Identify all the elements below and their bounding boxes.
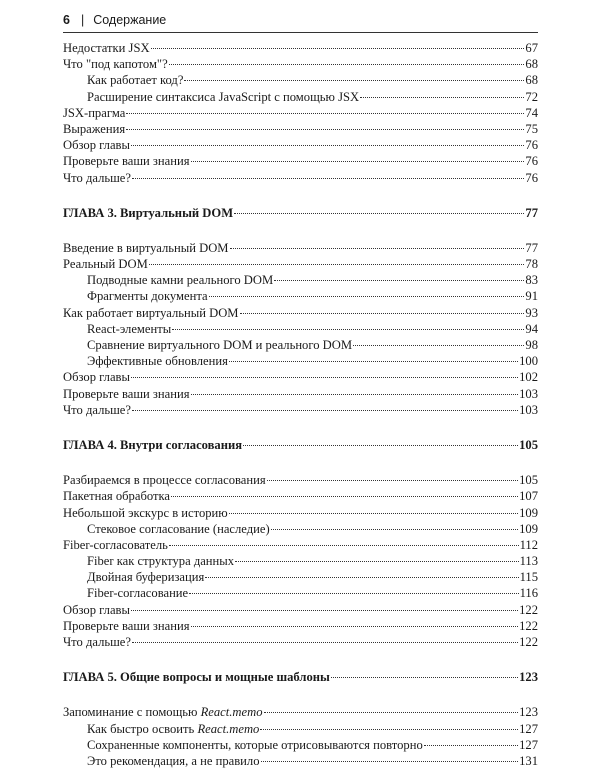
chapter-heading[interactable] — [63, 437, 538, 453]
dot-leader — [149, 263, 525, 265]
dot-leader — [264, 711, 519, 713]
header-separator: | — [80, 13, 85, 27]
toc-page-number: 109 — [519, 505, 538, 520]
toc-page-number: 102 — [519, 370, 538, 385]
toc-page-number: 76 — [525, 138, 538, 153]
toc-subentry[interactable] — [63, 721, 538, 737]
toc-page-number: 103 — [519, 386, 538, 401]
toc-entry-label: Разбираемся в процессе согласования — [63, 473, 266, 488]
toc-subentry[interactable] — [63, 72, 538, 88]
toc-subentry[interactable] — [63, 272, 538, 288]
dot-leader — [235, 560, 519, 562]
dot-leader — [234, 212, 524, 214]
dot-leader — [240, 312, 525, 314]
toc-page-number: 78 — [525, 257, 538, 272]
toc-subentry[interactable] — [63, 753, 538, 769]
toc-entry[interactable] — [63, 704, 538, 720]
toc-entry-label: Что дальше? — [63, 170, 131, 185]
toc-entry-label: ГЛАВА 4. Внутри согласования — [63, 437, 243, 452]
toc-entry[interactable] — [63, 240, 538, 256]
toc-entry-italic: React.memo — [197, 721, 260, 736]
spacer — [63, 650, 538, 669]
toc-page-number: 94 — [525, 321, 538, 336]
spacer — [63, 418, 538, 437]
toc-entry[interactable] — [63, 369, 538, 385]
toc-entry[interactable] — [63, 256, 538, 272]
toc-entry-label: Проверьте ваши знания — [63, 154, 190, 169]
dot-leader — [360, 96, 524, 98]
toc-page-number: 77 — [525, 205, 538, 220]
running-title: Содержание — [93, 13, 167, 27]
toc-entry-label: Как быстро освоить React.memo — [87, 721, 260, 736]
toc-entry-label: Как работает код? — [87, 73, 184, 88]
toc-subentry[interactable] — [63, 353, 538, 369]
toc-page-number: 75 — [525, 121, 538, 136]
toc-page-number: 123 — [519, 705, 538, 720]
toc-page-number: 113 — [519, 554, 538, 569]
dot-leader — [131, 144, 524, 146]
dot-leader — [191, 625, 519, 627]
spacer — [63, 453, 538, 472]
toc-entry[interactable] — [63, 305, 538, 321]
dot-leader — [274, 279, 524, 281]
dot-leader — [205, 576, 518, 578]
toc-page-number: 116 — [519, 586, 538, 601]
dot-leader — [184, 79, 524, 81]
toc-entry[interactable] — [63, 505, 538, 521]
toc-entry-label: ГЛАВА 5. Общие вопросы и мощные шаблоны — [63, 670, 330, 685]
dot-leader — [331, 676, 518, 678]
toc-entry[interactable] — [63, 121, 538, 137]
toc-page-number: 131 — [519, 753, 538, 768]
toc-entry-label: Фрагменты документа — [87, 289, 208, 304]
toc-page-number: 112 — [519, 537, 538, 552]
dot-leader — [243, 444, 518, 446]
dot-leader — [131, 609, 518, 611]
toc-entry[interactable] — [63, 602, 538, 618]
toc-entry-label: Выражения — [63, 121, 126, 136]
toc-page-number: 74 — [525, 105, 538, 120]
toc-entry-label: Эффективные обновления — [87, 354, 228, 369]
toc-entry-label: Fiber-согласование — [87, 586, 189, 601]
toc-page-number: 68 — [525, 57, 538, 72]
dot-leader — [260, 728, 518, 730]
dot-leader — [229, 512, 518, 514]
spacer — [63, 221, 538, 240]
toc-page-number: 122 — [519, 635, 538, 649]
toc-entry-label: ГЛАВА 3. Виртуальный DOM — [63, 205, 234, 220]
toc-entry-label: Fiber как структура данных — [87, 554, 235, 569]
toc-page-number: 115 — [519, 570, 538, 585]
dot-leader — [132, 177, 524, 179]
toc-entry-label: Что "под капотом"? — [63, 57, 168, 72]
spacer — [63, 186, 538, 205]
toc-page-number: 98 — [525, 338, 538, 352]
dot-leader — [267, 479, 518, 481]
toc-page-number: 105 — [519, 473, 538, 488]
toc-entry-label: Пакетная обработка — [63, 489, 171, 504]
toc-entry-label: Небольшой экскурс в историю — [63, 505, 228, 520]
toc-entry[interactable] — [63, 386, 538, 402]
toc-page-number: 91 — [525, 289, 538, 304]
toc-entry-label: Что дальше? — [63, 402, 131, 417]
chapter-heading[interactable] — [63, 669, 538, 685]
toc-entry-italic: React.memo — [200, 705, 263, 720]
dot-leader — [191, 393, 519, 395]
toc-subentry[interactable] — [63, 521, 538, 537]
toc-entry-label: Подводные камни реального DOM — [87, 273, 274, 288]
dot-leader — [271, 528, 518, 530]
toc-entry-label: Это рекомендация, а не правило — [87, 753, 260, 768]
table-of-contents — [63, 40, 538, 769]
toc-entry-label: Fiber-согласователь — [63, 537, 168, 552]
toc-page-number: 107 — [519, 489, 538, 504]
toc-page-number: 127 — [519, 737, 538, 752]
toc-entry-label: Обзор главы — [63, 138, 130, 153]
toc-subentry[interactable] — [63, 288, 538, 304]
toc-entry-label: Стековое согласование (наследие) — [87, 521, 270, 536]
dot-leader — [169, 544, 519, 546]
toc-entry[interactable] — [63, 40, 538, 56]
toc-page-number: 67 — [525, 41, 538, 55]
toc-entry-label: Проверьте ваши знания — [63, 618, 190, 633]
toc-entry[interactable] — [63, 153, 538, 169]
spacer — [63, 685, 538, 704]
toc-page-number: 68 — [525, 73, 538, 88]
toc-entry[interactable] — [63, 56, 538, 72]
toc-entry[interactable] — [63, 634, 538, 650]
dot-leader — [132, 409, 518, 411]
toc-page-number: 122 — [519, 602, 538, 617]
toc-page-number: 93 — [525, 305, 538, 320]
dot-leader — [126, 112, 524, 114]
chapter-heading[interactable] — [63, 205, 538, 221]
toc-entry-label: Запоминание с помощью React.memo — [63, 705, 263, 720]
toc-entry-label: Двойная буферизация — [87, 570, 205, 585]
toc-entry-label: Расширение синтаксиса JavaScript с помощью JSX — [87, 89, 360, 104]
toc-page-number: 103 — [519, 402, 538, 417]
dot-leader — [169, 63, 525, 65]
toc-entry[interactable] — [63, 537, 538, 553]
toc-entry[interactable] — [63, 472, 538, 488]
toc-page-number: 127 — [519, 721, 538, 736]
dot-leader — [171, 495, 518, 497]
dot-leader — [261, 760, 519, 762]
toc-page-number: 76 — [525, 170, 538, 185]
toc-entry-label: Что дальше? — [63, 635, 131, 649]
dot-leader — [209, 295, 525, 297]
toc-page-number: 100 — [519, 354, 538, 369]
dot-leader — [131, 376, 518, 378]
toc-subentry[interactable] — [63, 553, 538, 569]
dot-leader — [229, 360, 518, 362]
dot-leader — [353, 344, 524, 346]
toc-page-number: 77 — [525, 240, 538, 255]
toc-subentry[interactable] — [63, 737, 538, 753]
toc-entry-label: Недостатки JSX — [63, 41, 150, 55]
page-number: 6 — [63, 13, 70, 27]
toc-entry[interactable] — [63, 402, 538, 418]
toc-entry[interactable] — [63, 618, 538, 634]
toc-page-number: 76 — [525, 154, 538, 169]
dot-leader — [126, 128, 524, 130]
dot-leader — [172, 328, 524, 330]
toc-subentry[interactable] — [63, 321, 538, 337]
dot-leader — [189, 592, 518, 594]
toc-entry-label: Реальный DOM — [63, 257, 148, 272]
toc-page-number: 105 — [519, 437, 538, 452]
toc-page-number: 122 — [519, 618, 538, 633]
toc-entry-label: Обзор главы — [63, 602, 130, 617]
toc-page-number: 123 — [519, 670, 538, 685]
toc-subentry[interactable] — [63, 89, 538, 105]
toc-entry-label: Сравнение виртуального DOM и реального DOM — [87, 338, 353, 352]
toc-entry[interactable] — [63, 105, 538, 121]
toc-subentry[interactable] — [63, 569, 538, 585]
toc-page-number: 109 — [519, 521, 538, 536]
toc-entry-label: Обзор главы — [63, 370, 130, 385]
dot-leader — [230, 247, 525, 249]
toc-subentry[interactable] — [63, 337, 538, 353]
toc-entry-label: React-элементы — [87, 321, 172, 336]
toc-entry-label: Проверьте ваши знания — [63, 386, 190, 401]
toc-entry-label: Введение в виртуальный DOM — [63, 240, 229, 255]
toc-entry[interactable] — [63, 488, 538, 504]
toc-entry[interactable] — [63, 137, 538, 153]
toc-entry-label: Сохраненные компоненты, которые отрисовываются повторно — [87, 737, 423, 752]
dot-leader — [132, 641, 518, 643]
toc-page-number: 72 — [525, 89, 538, 104]
dot-leader — [424, 744, 518, 746]
toc-subentry[interactable] — [63, 585, 538, 601]
dot-leader — [151, 47, 525, 49]
page-header — [63, 10, 538, 33]
toc-entry-label: JSX-прагма — [63, 105, 126, 120]
toc-entry-label: Как работает виртуальный DOM — [63, 305, 239, 320]
toc-page-number: 83 — [525, 273, 538, 288]
dot-leader — [191, 160, 525, 162]
toc-entry[interactable] — [63, 170, 538, 186]
